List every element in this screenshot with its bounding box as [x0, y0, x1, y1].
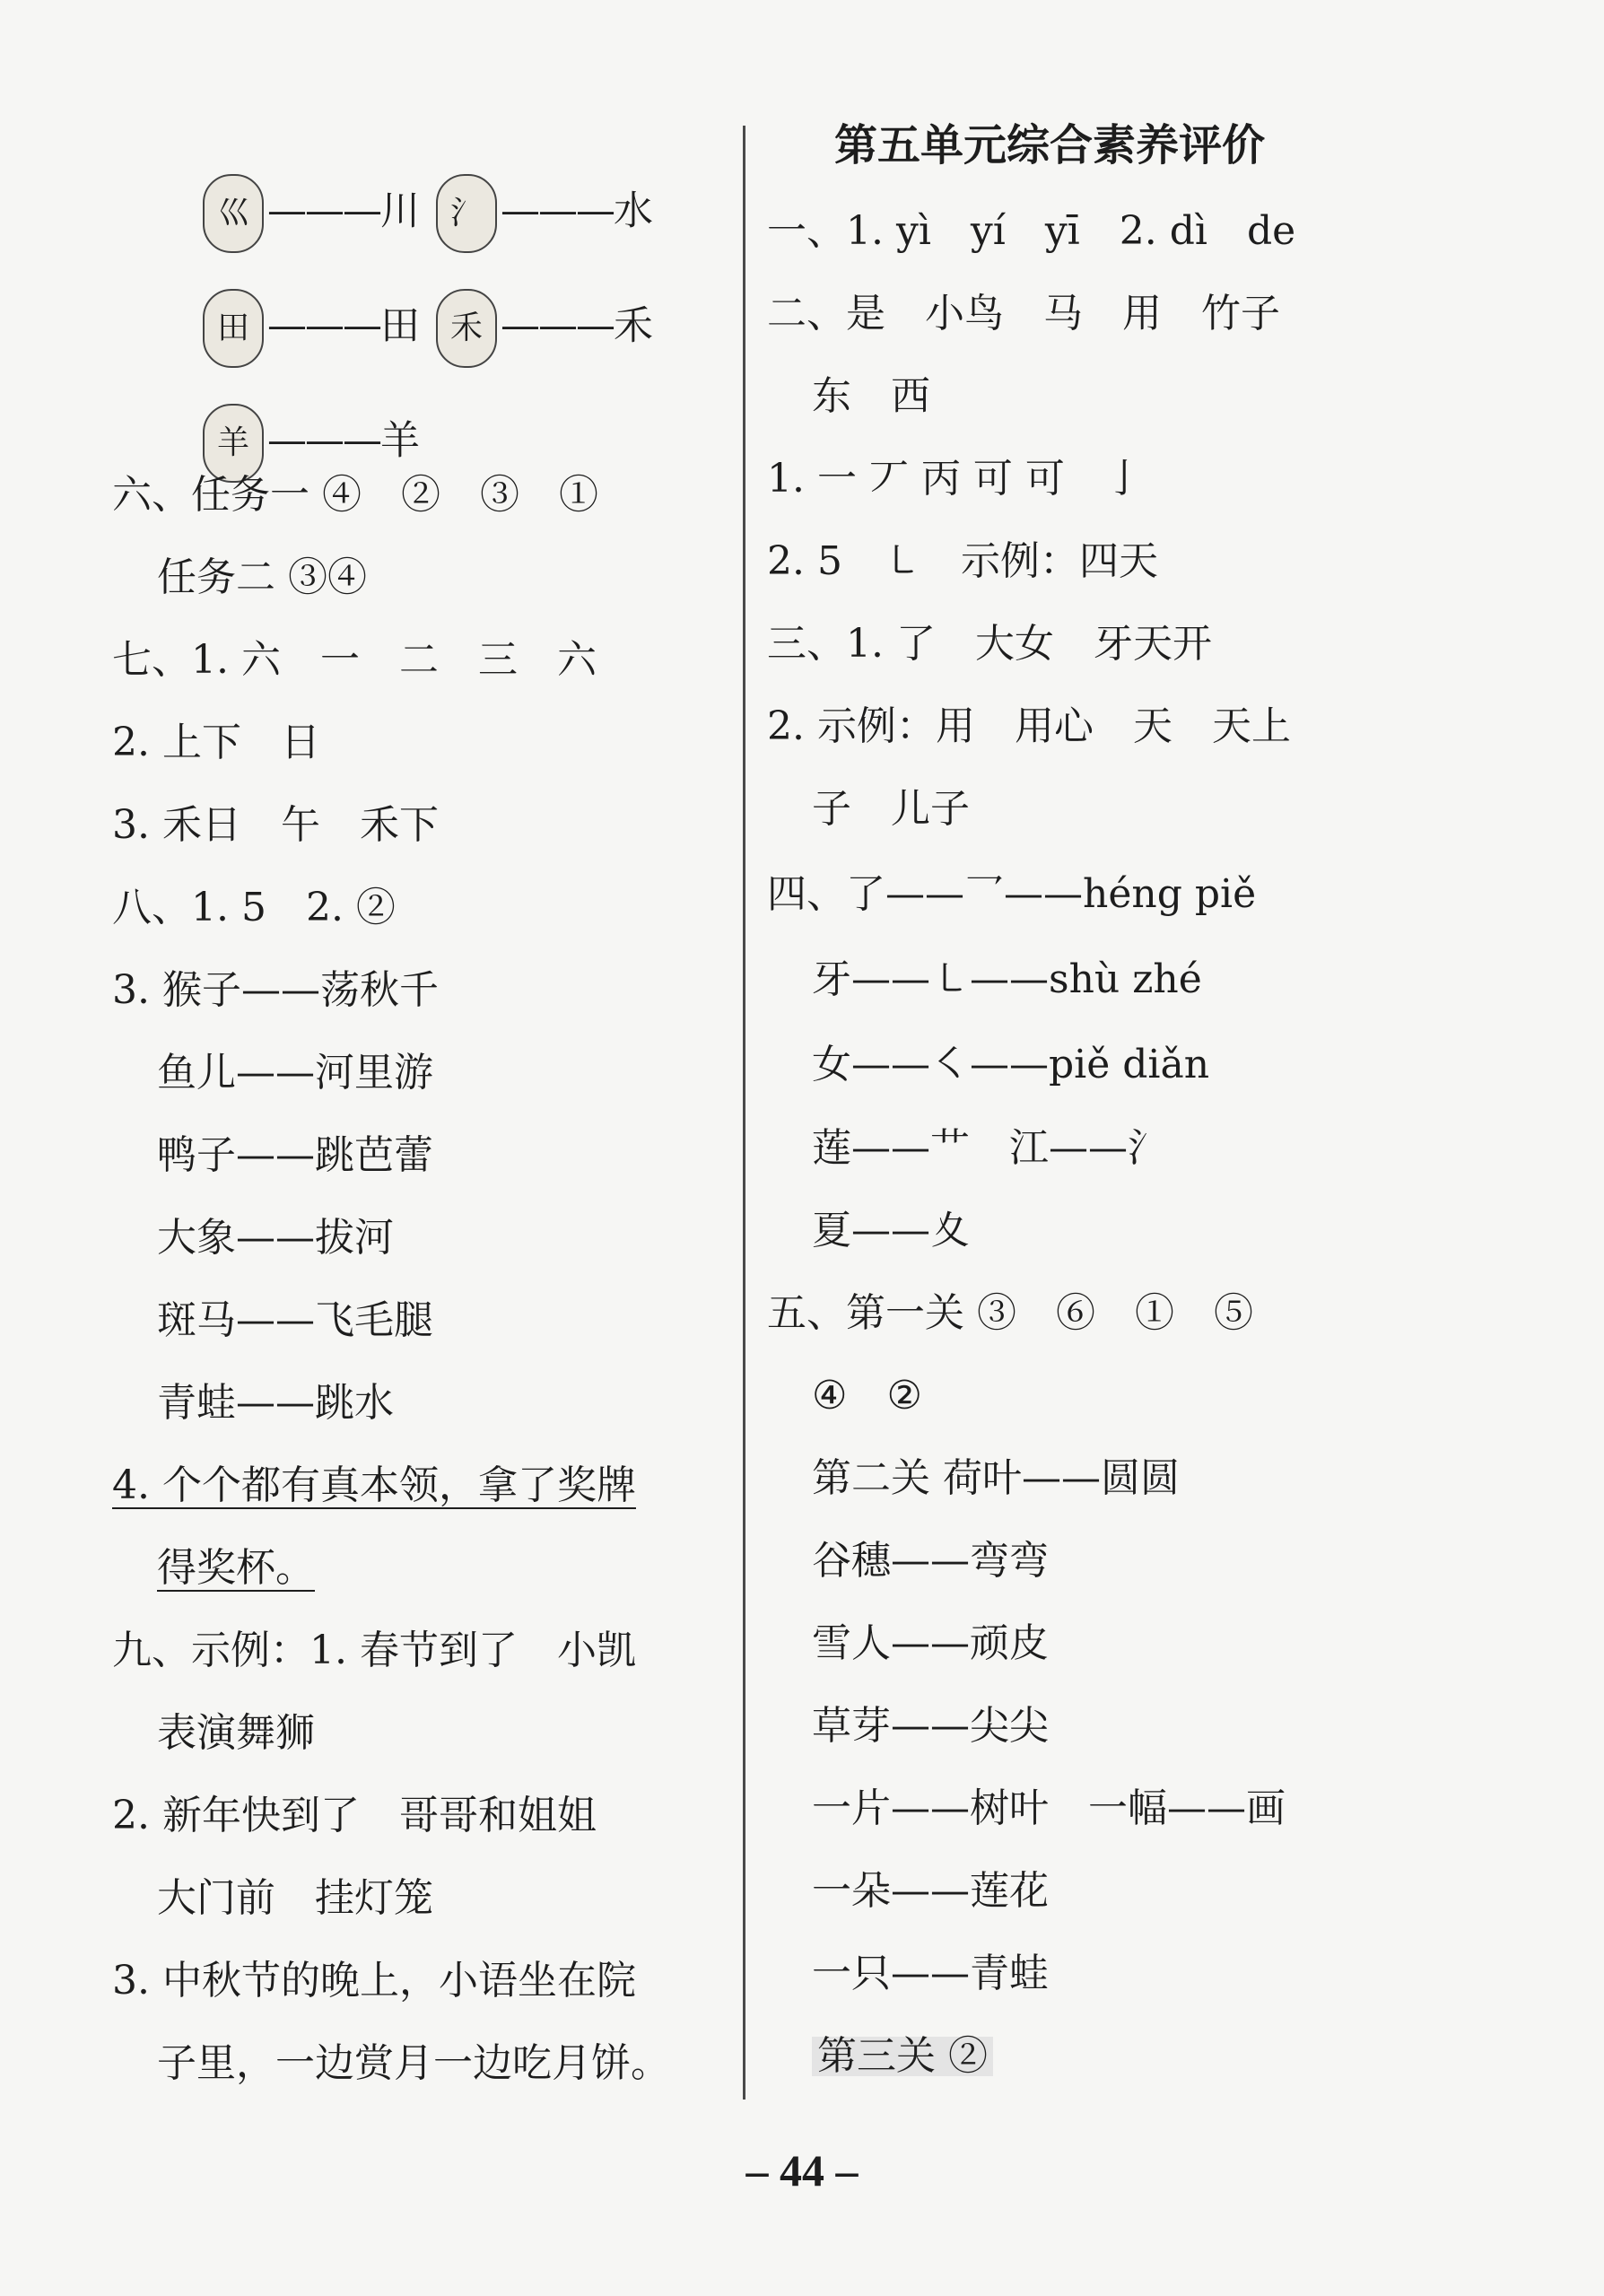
page-number: – 44 –	[745, 2145, 859, 2196]
r-section-3c: 子 儿子	[812, 786, 970, 832]
r-section-2c: 1. 一 丆 丙 可 可 亅	[767, 456, 1144, 502]
r-section-3b: 2. 示例：用 用心 天 天上	[767, 703, 1291, 749]
section-six-task1: 六、任务一 ④ ② ③ ①	[112, 472, 598, 518]
r-section-5a: 五、第一关 ③ ⑥ ① ⑤	[767, 1290, 1253, 1336]
section-nine-3a: 3. 中秋节的晚上，小语坐在院	[112, 1958, 636, 2004]
ancient-glyph-icon: 田	[203, 289, 264, 368]
r-section-5h: 一朵——莲花	[812, 1868, 1049, 1914]
r-section-2b: 东 西	[812, 373, 930, 419]
r-section-5g: 一片——树叶 一幅——画	[812, 1785, 1286, 1831]
section-six-task2: 任务二 ③④	[157, 554, 367, 600]
unit-five-title: 第五单元综合素养评价	[834, 120, 1266, 170]
section-eight-4a: 4. 个个都有真本领，拿了奖牌	[112, 1462, 636, 1508]
section-eight-1: 八、1. 5 2. ②	[112, 885, 396, 930]
section-seven-2: 2. 上下 日	[112, 720, 320, 765]
r-section-4a: 四、了——乛——héng piě	[767, 871, 1257, 917]
r-section-5e: 雪人——顽皮	[812, 1620, 1049, 1666]
r-section-2d: 2. 5 ㇄ 示例：四天	[767, 538, 1158, 584]
r-section-3a: 三、1. 了 大女 牙天开	[767, 621, 1212, 667]
column-divider	[743, 126, 745, 2100]
ancient-glyph-icon: 羊	[203, 404, 264, 483]
glyph-pair-1: 巛 ———川	[153, 135, 420, 292]
r-section-1: 一、1. yì yí yī 2. dì de	[767, 208, 1296, 254]
r-section-5c: 第二关 荷叶——圆圆	[812, 1455, 1180, 1501]
glyph-pair-3: 田 ———田	[153, 249, 420, 407]
section-nine-3b: 子里，一边赏月一边吃月饼。	[157, 2040, 670, 2086]
r-section-2a: 二、是 小鸟 马 用 竹子	[767, 291, 1280, 336]
section-eight-3d: 大象——拔河	[157, 1215, 394, 1261]
ancient-glyph-icon: 巛	[203, 174, 264, 253]
r-section-4e: 夏——夊	[812, 1208, 970, 1253]
r-section-4b: 牙——㇄——shù zhé	[812, 956, 1202, 1002]
section-nine-2b: 大门前 挂灯笼	[157, 1875, 433, 1921]
r-section-4c: 女——㇛——piě diǎn	[812, 1042, 1210, 1087]
r-section-5j: 第三关 ②	[812, 2037, 993, 2076]
section-seven-1: 七、1. 六 一 二 三 六	[112, 637, 597, 683]
section-nine-2a: 2. 新年快到了 哥哥和姐姐	[112, 1793, 597, 1838]
r-section-5f: 草芽——尖尖	[812, 1703, 1049, 1749]
section-eight-4b: 得奖杯。	[157, 1545, 315, 1591]
section-nine-1a: 九、示例：1. 春节到了 小凯	[112, 1628, 636, 1673]
section-eight-3b: 鱼儿——河里游	[157, 1050, 433, 1096]
glyph-pair-2: 氵 ———水	[386, 135, 653, 292]
section-seven-3: 3. 禾日 午 禾下	[112, 802, 439, 848]
ancient-glyph-icon: 禾	[436, 289, 497, 368]
section-eight-3f: 青蛙——跳水	[157, 1380, 394, 1426]
section-eight-3c: 鸭子——跳芭蕾	[157, 1132, 433, 1178]
r-section-5i: 一只——青蛙	[812, 1951, 1049, 1996]
section-eight-3: 3. 猴子——荡秋千	[112, 967, 439, 1013]
r-section-4d: 莲——艹 江——氵	[812, 1125, 1167, 1171]
glyph-pair-4: 禾 ———禾	[386, 249, 653, 407]
section-eight-3e: 斑马——飞毛腿	[157, 1297, 433, 1343]
glyph-pair-5: 羊 ———羊	[153, 364, 420, 522]
section-nine-1b: 表演舞狮	[157, 1710, 315, 1756]
r-section-5d: 谷穗——弯弯	[812, 1538, 1049, 1584]
r-section-5b: ④ ②	[812, 1373, 922, 1419]
ancient-glyph-icon: 氵	[436, 174, 497, 253]
